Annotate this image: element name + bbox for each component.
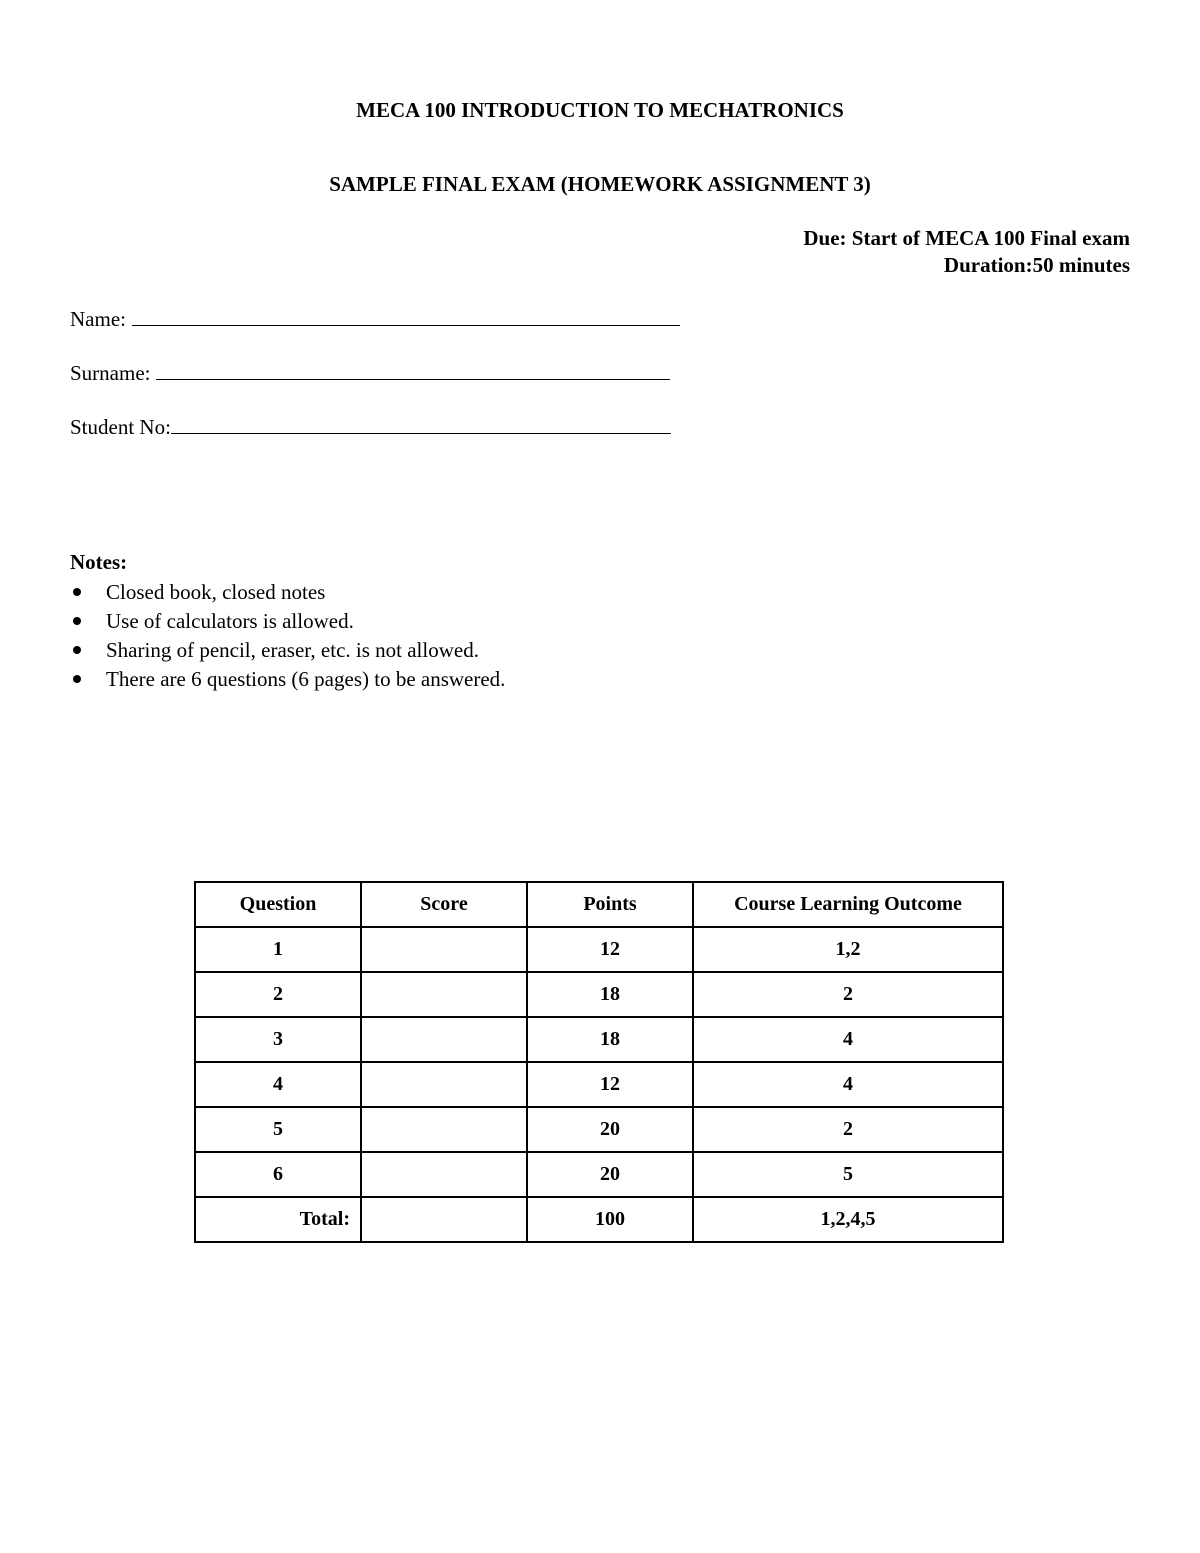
- cell-points: 20: [527, 1152, 693, 1197]
- total-outcome: 1,2,4,5: [693, 1197, 1003, 1242]
- table-row: [195, 927, 1003, 972]
- cell-question: 6: [195, 1152, 361, 1197]
- cell-outcome: 4: [693, 1017, 1003, 1062]
- total-points: 100: [527, 1197, 693, 1242]
- cell-outcome: 2: [693, 1107, 1003, 1152]
- cell-points: 20: [527, 1107, 693, 1152]
- cell-question: 1: [195, 927, 361, 972]
- list-item: [70, 609, 505, 638]
- name-label: Name:: [70, 307, 126, 331]
- table-row: [195, 1107, 1003, 1152]
- total-score: [361, 1197, 527, 1242]
- cell-points: 18: [527, 1017, 693, 1062]
- notes-heading: Notes:: [70, 550, 128, 574]
- list-item: [70, 580, 505, 609]
- list-item: [70, 667, 505, 696]
- header-question: Question: [195, 882, 361, 927]
- student-no-field: [70, 415, 671, 440]
- surname-field: [70, 361, 670, 386]
- table-row: [195, 1017, 1003, 1062]
- cell-outcome: 5: [693, 1152, 1003, 1197]
- cell-score: [361, 1152, 527, 1197]
- score-table: [194, 881, 1004, 1243]
- table-total-row: [195, 1197, 1003, 1242]
- cell-points: 12: [527, 1062, 693, 1107]
- list-item: [70, 638, 505, 667]
- note-text: Closed book, closed notes: [106, 580, 326, 604]
- surname-blank-line: [156, 361, 670, 380]
- cell-points: 12: [527, 927, 693, 972]
- note-text: There are 6 questions (6 pages) to be answered.: [106, 667, 506, 691]
- document-title: MECA 100 INTRODUCTION TO MECHATRONICS: [356, 98, 844, 122]
- note-text: Sharing of pencil, eraser, etc. is not allowed.: [106, 638, 479, 662]
- exam-duration: Duration:50 minutes: [943, 253, 1130, 277]
- cell-score: [361, 1017, 527, 1062]
- cell-outcome: 1,2: [693, 927, 1003, 972]
- cell-question: 5: [195, 1107, 361, 1152]
- cell-score: [361, 927, 527, 972]
- cell-score: [361, 1062, 527, 1107]
- name-blank-line: [132, 307, 680, 326]
- table-row: [195, 1152, 1003, 1197]
- cell-question: 3: [195, 1017, 361, 1062]
- cell-points: 18: [527, 972, 693, 1017]
- due-date: Due: Start of MECA 100 Final exam: [803, 226, 1130, 250]
- cell-outcome: 4: [693, 1062, 1003, 1107]
- cell-outcome: 2: [693, 972, 1003, 1017]
- cell-question: 2: [195, 972, 361, 1017]
- header-outcome: Course Learning Outcome: [693, 882, 1003, 927]
- notes-list: [70, 580, 505, 696]
- table-header-row: [195, 882, 1003, 927]
- table-row: [195, 972, 1003, 1017]
- student-no-label: Student No:: [70, 415, 171, 439]
- cell-score: [361, 972, 527, 1017]
- cell-score: [361, 1107, 527, 1152]
- bullet-icon: [73, 646, 81, 654]
- student-no-blank-line: [171, 415, 671, 434]
- total-label: Total:: [195, 1197, 361, 1242]
- table-row: [195, 1062, 1003, 1107]
- bullet-icon: [73, 588, 81, 596]
- bullet-icon: [73, 675, 81, 683]
- surname-label: Surname:: [70, 361, 151, 385]
- note-text: Use of calculators is allowed.: [106, 609, 354, 633]
- header-points: Points: [527, 882, 693, 927]
- name-field: [70, 307, 680, 332]
- document-subtitle: SAMPLE FINAL EXAM (HOMEWORK ASSIGNMENT 3): [329, 172, 871, 196]
- cell-question: 4: [195, 1062, 361, 1107]
- header-score: Score: [361, 882, 527, 927]
- bullet-icon: [73, 617, 81, 625]
